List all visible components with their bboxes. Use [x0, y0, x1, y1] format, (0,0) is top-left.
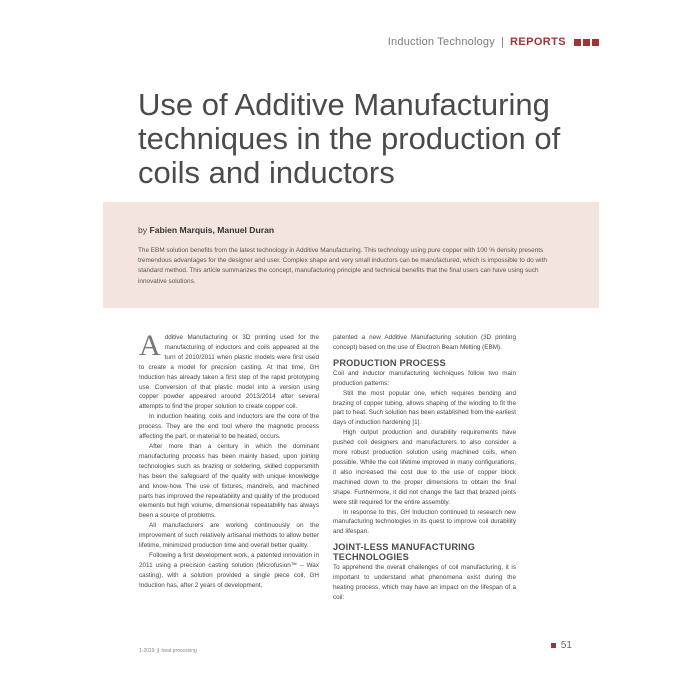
- footer-page: [551, 640, 572, 651]
- body-paragraph: All manufacturers are working continuously on the improvement of such relatively artisanal methods to allow better lifetime, minimized production time and overall better quality.: [139, 522, 319, 550]
- body-paragraph: To apprehend the overall challenges of coil manufacturing, it is important to understand what phenomena exist during the heating process, which may have an impact on the lifespan of a coil:: [333, 564, 516, 601]
- header-separator: |: [500, 36, 505, 48]
- right-column: [333, 333, 516, 603]
- byline: [138, 225, 565, 235]
- body-paragraph: patented a new Additive Manufacturing solution (3D printing concept) based on the use of Electron Beam Melting (EBM).: [333, 334, 516, 351]
- header-section: REPORTS: [510, 36, 566, 48]
- left-column: [139, 329, 319, 591]
- byline-authors: Fabien Marquis, Manuel Duran: [149, 225, 275, 235]
- section-heading: JOINT-LESS MANUFACTURING TECHNOLOGIES: [333, 542, 476, 563]
- body-paragraph: Still the most popular one, which requires bending and brazing of copper tubing, allows shaping of the winding to fit the part to heat. Such solution has been established from the earliest days of induction hardening [1].: [333, 389, 516, 427]
- body-paragraph: After more than a century in which the dominant manufacturing process has been mainly based, upon joining technologies such as brazing or soldering, skilled coppersmith has been the safeguard of the quality with unique knowledge and know-how. The use of fixtures, mandrels, and machined parts has improved the repeatability and quality of the produced elements but high volume, dimensional repeatability has always been a source of problems.: [139, 442, 319, 520]
- drop-cap: A: [139, 329, 161, 362]
- body-paragraph: In response to this, GH Induction continued to research new manufacturing technologies in its quest to improve coil durability and lifespan.: [333, 508, 516, 536]
- abstract-box: [103, 202, 599, 308]
- header-squares-icon: [574, 39, 599, 46]
- header-topic: Induction Technology: [387, 36, 495, 48]
- running-header: [388, 36, 599, 48]
- page-number: 51: [560, 640, 572, 651]
- body-paragraph: Following a first development work, a patented innovation in 2011 using a precision casting solution (Microfusion™ – Wax casting), with a solution provided a single piece coil, GH Induction has, after 2 years of development,: [139, 551, 319, 589]
- body-paragraph: High output production and durability requirements have pushed coil designers and manufacturers to also consider a more robust production solution using machined coils, when possible. While the coil lifetime improved in many configurations, it also increased the cost due to the use of copper block machined down to the proper dimensions to obtain the final shape. Furthermore, it did not change the fact that brazed joints were still required for the entire assembly.: [333, 429, 516, 506]
- article-title: Use of Additive Manufacturing techniques in the production of coils and inductors: [138, 87, 561, 190]
- body-paragraph: In induction heating, coils and inductors are the core of the process. They are the end tool where the magnetic process affecting the part, or material to be heated, occurs.: [139, 413, 319, 441]
- paragraph-text: dditive Manufacturing or 3D printing used for the manufacturing of inductors and coils appeared at the turn of 2010/2011 when plastic models were first used to create a model for precision casting. At that time, GH Induction has already taken a first step of the rapid prototyping use. Conversion of that plastic model into a version using copper powder appeared around 2013/2014 after several attempts to find the proper solution to create copper coil.: [139, 334, 319, 411]
- body-paragraph: [139, 329, 319, 412]
- abstract-text: The EBM solution benefits from the latest technology in Additive Manufacturing. This technology using pure copper with 100 % density presents tremendous advantages for the designer and user. Complex shape and very small inductors can be manufactured, which is impossible to do with standard method. This article summarizes the concept, manufacturing principle and technical benefits that the final users can have using such innovative solutions.: [138, 247, 547, 285]
- page-marker-icon: [551, 643, 556, 648]
- byline-prefix: by: [138, 225, 148, 235]
- body-paragraph: Coil and inductor manufacturing techniques follow two main production patterns:: [333, 369, 516, 387]
- section-heading: PRODUCTION PROCESS: [333, 357, 446, 368]
- footer-issue: 1-2019 ❙ heat processing: [139, 648, 197, 654]
